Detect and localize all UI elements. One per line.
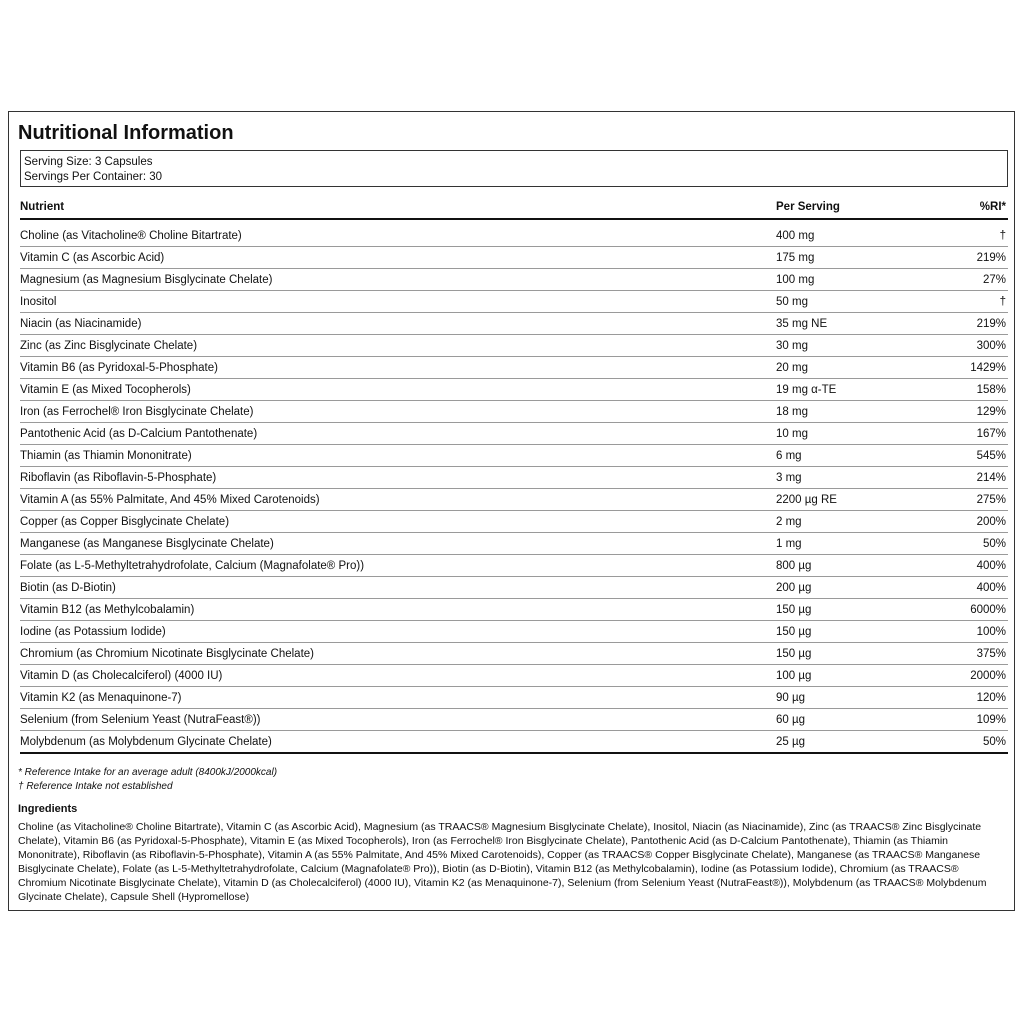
serving-size: Serving Size: 3 Capsules — [24, 156, 153, 168]
ingredients-text: Choline (as Vitacholine® Choline Bitartrate), Vitamin C (as Ascorbic Acid), Magnesium (as TRAACS® Magnesium Bisglycinate Chelate), Inositol, Niacin (as Niacinamide), Zinc (as TRAACS® Zinc Bisglycinate Chelate), Vitamin B6 (as Pyridoxal-5-Phosphate), Vitamin E (as Mixed Tocopherols), Iron (as Ferrochel® Iron Bisglycinate Chelate), Pantothenic Acid (as D-Calcium Pantothenate), Thiamin (as Thiamin Mononitrate), Riboflavin (as Riboflavin-5-Phosphate), Vitamin A (as 55% Palmitate, And 45% Mixed Carotenoids), Copper (as TRAACS® Copper Bisglycinate Chelate), Manganese (as TRAACS® Manganese Bisglycinate Chelate), Folate (as L-5-Methyltetrahydrofolate, Calcium (Magnafolate® Pro)), Biotin (as D-Biotin), Vitamin B12 (as Methylcobalamin), Iodine (as Potassium Iodide), Chromium (as TRAACS® Chromium Nicotinate Bisglycinate Chelate), Vitamin D (as Cholecalciferol) (4000 IU), Vitamin K2 (as Menaquinone-7), Selenium (from Selenium Yeast (NutraFeast®)), Molybdenum (as TRAACS® Molybdenum Glycinate Chelate), Capsule Shell (Hypromellose) — [18, 821, 987, 903]
table-row — [20, 291, 1008, 313]
table-row — [20, 599, 1008, 621]
nutrient-ri: 400% — [976, 582, 1006, 594]
nutrient-name: Vitamin D (as Cholecalciferol) (4000 IU) — [20, 670, 223, 682]
nutrient-name: Iodine (as Potassium Iodide) — [20, 626, 166, 638]
nutrient-name: Thiamin (as Thiamin Mononitrate) — [20, 450, 192, 462]
nutrient-amount: 150 µg — [776, 626, 812, 638]
nutrient-amount: 25 µg — [776, 736, 806, 748]
header-ri: %RI* — [979, 201, 1006, 213]
nutrient-name: Biotin (as D-Biotin) — [20, 582, 116, 594]
nutrient-amount: 100 mg — [776, 274, 815, 286]
table-row — [20, 269, 1008, 291]
nutrient-table — [20, 196, 1008, 754]
nutrient-ri: 275% — [976, 494, 1006, 506]
nutrient-ri: 158% — [976, 384, 1006, 396]
table-row — [20, 709, 1008, 731]
table-row — [20, 313, 1008, 335]
header-per-serving: Per Serving — [776, 201, 840, 213]
nutrient-ri: † — [999, 296, 1006, 308]
nutrient-ri: 129% — [976, 406, 1006, 418]
nutrient-amount: 19 mg α-TE — [776, 384, 837, 396]
nutrient-name: Choline (as Vitacholine® Choline Bitartrate) — [20, 230, 242, 242]
nutrient-amount: 100 µg — [776, 670, 812, 682]
nutrient-amount: 175 mg — [776, 252, 815, 264]
nutrient-name: Niacin (as Niacinamide) — [20, 318, 142, 330]
nutrient-name: Chromium (as Chromium Nicotinate Bisglycinate Chelate) — [20, 648, 314, 660]
table-row — [20, 621, 1008, 643]
header-nutrient: Nutrient — [20, 201, 65, 213]
nutrient-amount: 400 mg — [776, 230, 815, 242]
nutrient-name: Iron (as Ferrochel® Iron Bisglycinate Chelate) — [20, 406, 254, 418]
nutrient-amount: 20 mg — [776, 362, 808, 374]
table-row — [20, 247, 1008, 269]
table-row — [20, 467, 1008, 489]
nutrient-ri: 219% — [976, 252, 1006, 264]
nutrient-name: Magnesium (as Magnesium Bisglycinate Chelate) — [20, 274, 273, 286]
footnote-reference-intake: * Reference Intake for an average adult (8400kJ/2000kcal) — [18, 767, 278, 778]
table-row — [20, 665, 1008, 687]
nutrient-amount: 2 mg — [776, 516, 802, 528]
nutrient-amount: 90 µg — [776, 692, 806, 704]
nutrient-name: Manganese (as Manganese Bisglycinate Chelate) — [20, 538, 274, 550]
nutrient-ri: † — [999, 230, 1006, 242]
nutrient-ri: 109% — [976, 714, 1006, 726]
nutrient-amount: 2200 µg RE — [776, 494, 837, 506]
nutrient-amount: 60 µg — [776, 714, 806, 726]
nutrient-ri: 50% — [982, 736, 1006, 748]
nutrient-name: Vitamin E (as Mixed Tocopherols) — [20, 384, 191, 396]
nutrient-ri: 6000% — [970, 604, 1006, 616]
table-row — [20, 577, 1008, 599]
nutrient-amount: 1 mg — [776, 538, 802, 550]
nutrient-ri: 545% — [976, 450, 1006, 462]
nutrient-ri: 1429% — [970, 362, 1006, 374]
nutrient-ri: 300% — [976, 340, 1006, 352]
nutrient-amount: 30 mg — [776, 340, 808, 352]
table-row — [20, 357, 1008, 379]
nutrient-amount: 35 mg NE — [776, 318, 828, 330]
nutrient-ri: 400% — [976, 560, 1006, 572]
nutrient-name: Vitamin B6 (as Pyridoxal-5-Phosphate) — [20, 362, 218, 374]
nutrient-name: Vitamin K2 (as Menaquinone-7) — [20, 692, 182, 704]
table-row — [20, 687, 1008, 709]
table-row — [20, 335, 1008, 357]
nutrient-name: Riboflavin (as Riboflavin-5-Phosphate) — [20, 472, 217, 484]
table-body — [20, 220, 1008, 754]
table-row — [20, 489, 1008, 511]
nutrient-name: Zinc (as Zinc Bisglycinate Chelate) — [20, 340, 198, 352]
nutrient-name: Selenium (from Selenium Yeast (NutraFeast®)) — [20, 714, 261, 726]
nutrient-ri: 100% — [976, 626, 1006, 638]
nutrient-name: Folate (as L-5-Methyltetrahydrofolate, Calcium (Magnafolate® Pro)) — [20, 560, 365, 572]
table-row — [20, 555, 1008, 577]
nutrient-ri: 120% — [976, 692, 1006, 704]
nutrient-ri: 50% — [982, 538, 1006, 550]
nutrient-ri: 2000% — [970, 670, 1006, 682]
page-title: Nutritional Information — [18, 122, 234, 144]
table-row — [20, 533, 1008, 555]
table-row — [20, 401, 1008, 423]
nutrient-amount: 50 mg — [776, 296, 808, 308]
nutrient-name: Vitamin A (as 55% Palmitate, And 45% Mixed Carotenoids) — [20, 494, 320, 506]
nutrient-ri: 167% — [976, 428, 1006, 440]
table-row — [20, 511, 1008, 533]
nutrient-amount: 200 µg — [776, 582, 812, 594]
nutrient-name: Molybdenum (as Molybdenum Glycinate Chelate) — [20, 736, 272, 748]
nutrient-amount: 3 mg — [776, 472, 802, 484]
table-header — [20, 196, 1008, 220]
footnote-not-established: † Reference Intake not established — [18, 781, 173, 792]
nutrient-amount: 6 mg — [776, 450, 802, 462]
table-row — [20, 445, 1008, 467]
footnotes — [18, 766, 277, 794]
nutrient-ri: 375% — [976, 648, 1006, 660]
nutrient-amount: 150 µg — [776, 604, 812, 616]
nutrient-amount: 18 mg — [776, 406, 808, 418]
serving-info-box — [20, 150, 1008, 187]
nutrition-panel — [8, 111, 1015, 911]
table-row — [20, 379, 1008, 401]
nutrient-ri: 214% — [976, 472, 1006, 484]
nutrient-ri: 27% — [982, 274, 1006, 286]
nutrient-name: Inositol — [20, 296, 57, 308]
nutrient-name: Vitamin B12 (as Methylcobalamin) — [20, 604, 195, 616]
table-row — [20, 643, 1008, 665]
nutrient-name: Copper (as Copper Bisglycinate Chelate) — [20, 516, 230, 528]
nutrient-ri: 200% — [976, 516, 1006, 528]
nutrient-name: Pantothenic Acid (as D-Calcium Pantothenate) — [20, 428, 258, 440]
table-row — [20, 423, 1008, 445]
servings-per-container: Servings Per Container: 30 — [24, 171, 163, 183]
nutrient-ri: 219% — [976, 318, 1006, 330]
nutrient-amount: 10 mg — [776, 428, 808, 440]
nutrient-amount: 800 µg — [776, 560, 812, 572]
table-row — [20, 731, 1008, 754]
table-row — [20, 225, 1008, 247]
nutrient-name: Vitamin C (as Ascorbic Acid) — [20, 252, 165, 264]
nutrient-amount: 150 µg — [776, 648, 812, 660]
ingredients-heading: Ingredients — [18, 803, 78, 815]
